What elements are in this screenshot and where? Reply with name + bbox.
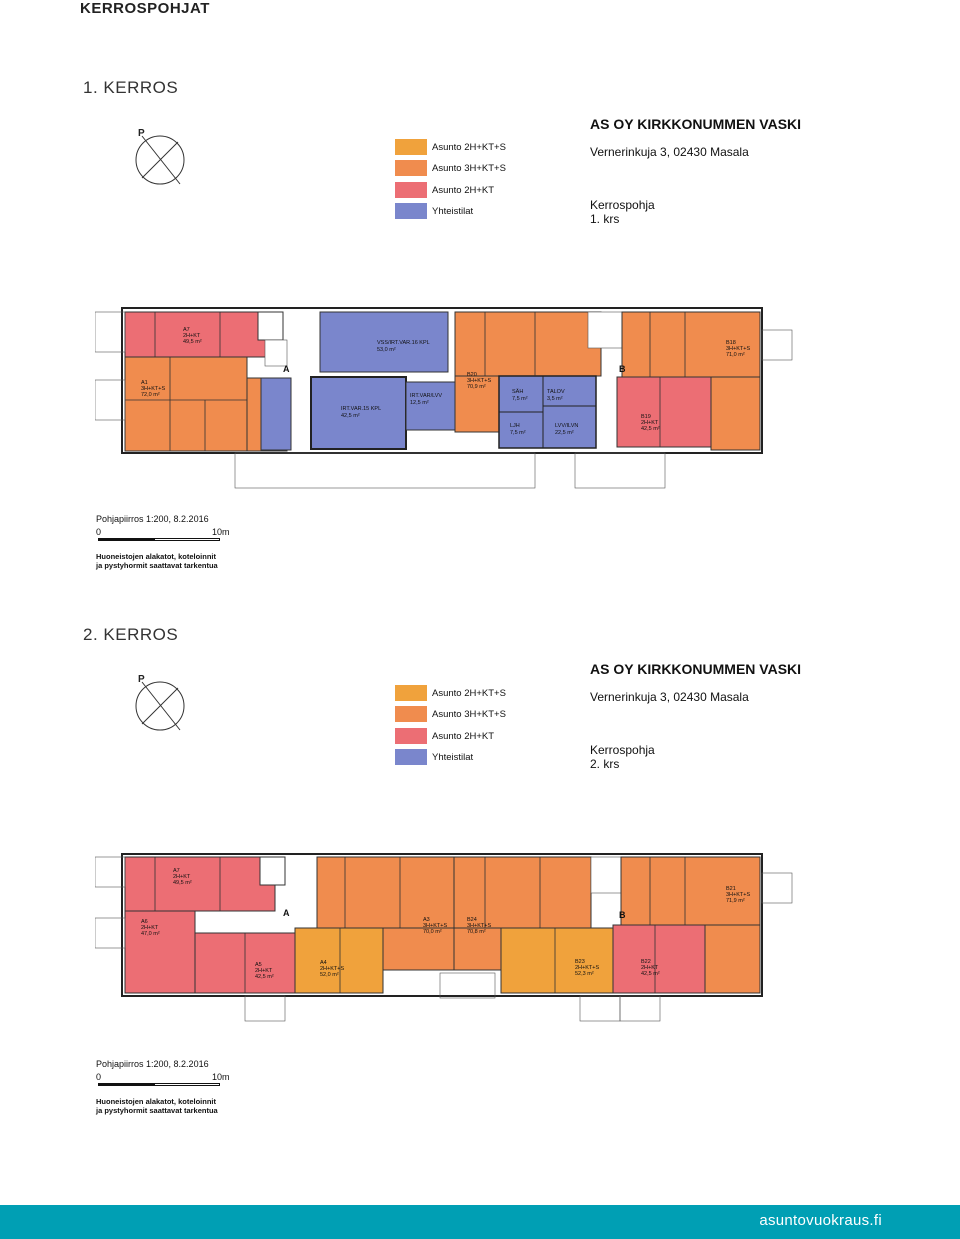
scale-end: 10m [212,1072,230,1082]
stair-label-b: B [619,364,626,374]
stair-label-a: A [283,908,290,918]
unit-area: 70,9 m² [467,384,486,390]
unit-name: B23 [575,959,585,965]
unit-name: VSS/IRT.VAR.16 KPL [377,340,430,346]
unit-area: 53,0 m² [377,347,396,353]
unit-name: IRT.VAR/LVV [410,393,443,399]
unit-area: 49,5 m² [183,339,202,345]
compass-letter: P [138,674,145,685]
unit-area: 71,9 m² [726,898,745,904]
footer-bar [0,1205,960,1239]
scale-text: Pohjapiirros 1:200, 8.2.2016 [96,1059,209,1069]
unit-type: 2H+KT [255,968,273,974]
scale-bar-dark [98,1083,154,1086]
compass-icon [128,124,190,186]
unit-name: B24 [467,917,477,923]
floor-2-title: 2. KERROS [83,625,179,644]
note-line: ja pystyhormit saattavat tarkentua [96,1106,218,1115]
unit-name: B18 [726,340,736,346]
unit-area: 3,5 m² [547,396,563,402]
unit-name: TALOV [547,389,565,395]
unit-name: A4 [320,960,327,966]
stair-label-a: A [283,364,290,374]
unit-type: 3H+KT+S [467,378,492,384]
legend-label: Asunto 3H+KT+S [432,709,506,720]
unit-name: B20 [467,372,477,378]
footer-link[interactable]: asuntovuokraus.fi [759,1212,882,1229]
legend-swatch-yhteistilat [395,749,427,765]
legend-swatch-3h-kt-s [395,160,427,176]
compass-icon [128,670,190,732]
unit-name: A5 [255,962,262,968]
legend-label: Asunto 2H+KT [432,185,495,196]
unit-area: 7,5 m² [512,396,528,402]
company-name: AS OY KIRKKONUMMEN VASKI [590,116,802,132]
unit-area: 70,0 m² [423,929,442,935]
unit-name: LVV/ILVN [555,423,579,429]
floor-1-title: 1. KERROS [83,78,179,97]
legend-swatch-2h-kt [395,728,427,744]
legend-label: Yhteistilat [432,752,474,763]
legend-swatch-3h-kt-s [395,706,427,722]
stair-label-b: B [619,910,626,920]
unit-name: A7 [173,868,180,874]
unit-name: LJH [510,423,520,429]
unit-name: B22 [641,959,651,965]
unit-area: 42,5 m² [641,971,660,977]
scale-bar-light [154,1083,220,1086]
unit-area: 52,3 m² [575,971,594,977]
unit-area: 71,0 m² [726,352,745,358]
note-line: Huoneistojen alakatot, koteloinnit [96,552,217,561]
plan-label: Kerrospohja [590,743,655,757]
unit-type: 2H+KT+S [320,966,345,972]
unit-area: 72,0 m² [141,392,160,398]
unit-type: 3H+KT+S [141,386,166,392]
scale-start: 0 [96,1072,102,1082]
legend-swatch-2h-kt [395,182,427,198]
company-name: AS OY KIRKKONUMMEN VASKI [590,661,802,677]
unit-name: A1 [141,380,148,386]
unit-type: 3H+KT+S [726,892,751,898]
unit-name: B19 [641,414,651,420]
note-line: ja pystyhormit saattavat tarkentua [96,561,218,570]
floor-label: 1. krs [590,212,620,226]
unit-type: 2H+KT [641,965,659,971]
unit-area: 42,5 m² [341,413,360,419]
legend-label: Yhteistilat [432,206,474,217]
unit-area: 52,0 m² [320,972,339,978]
unit-type: 2H+KT [183,333,201,339]
legend-label: Asunto 2H+KT+S [432,142,506,153]
legend-label: Asunto 2H+KT [432,731,495,742]
unit-type: 2H+KT [641,420,659,426]
unit-type: 3H+KT+S [726,346,751,352]
floor-plan-1 [95,300,795,500]
unit-area: 49,5 m² [173,880,192,886]
legend-swatch-yhteistilat [395,203,427,219]
unit-name: A6 [141,919,148,925]
unit-type: 2H+KT [173,874,191,880]
legend-swatch-2h-kt-s [395,139,427,155]
scale-bar-dark [98,538,154,541]
legend-label: Asunto 2H+KT+S [432,688,506,699]
unit-area: 47,0 m² [141,931,160,937]
unit-type: 2H+KT [141,925,159,931]
unit-name: A3 [423,917,430,923]
legend-label: Asunto 3H+KT+S [432,163,506,174]
unit-area: 42,5 m² [255,974,274,980]
unit-name: B21 [726,886,736,892]
page-title: KERROSPOHJAT [80,0,210,17]
unit-area: 12,5 m² [410,400,429,406]
scale-end: 10m [212,527,230,537]
unit-type: 3H+KT+S [467,923,492,929]
compass-letter: P [138,128,145,139]
note-line: Huoneistojen alakatot, koteloinnit [96,1097,217,1106]
unit-area: 22,5 m² [555,430,574,436]
floor-plan-2 [95,848,795,1028]
plan-label: Kerrospohja [590,198,655,212]
unit-area: 7,5 m² [510,430,526,436]
unit-area: 70,8 m² [467,929,486,935]
scale-text: Pohjapiirros 1:200, 8.2.2016 [96,514,209,524]
address: Vernerinkuja 3, 02430 Masala [590,690,749,704]
unit-type: 3H+KT+S [423,923,448,929]
floor-label: 2. krs [590,757,620,771]
unit-name: SÄH [512,389,524,395]
unit-name: A7 [183,327,190,333]
unit-area: 42,5 m² [641,426,660,432]
scale-start: 0 [96,527,102,537]
legend-swatch-2h-kt-s [395,685,427,701]
address: Vernerinkuja 3, 02430 Masala [590,145,749,159]
unit-type: 2H+KT+S [575,965,600,971]
unit-name: IRT.VAR.15 KPL [341,406,382,412]
scale-bar-light [154,538,220,541]
